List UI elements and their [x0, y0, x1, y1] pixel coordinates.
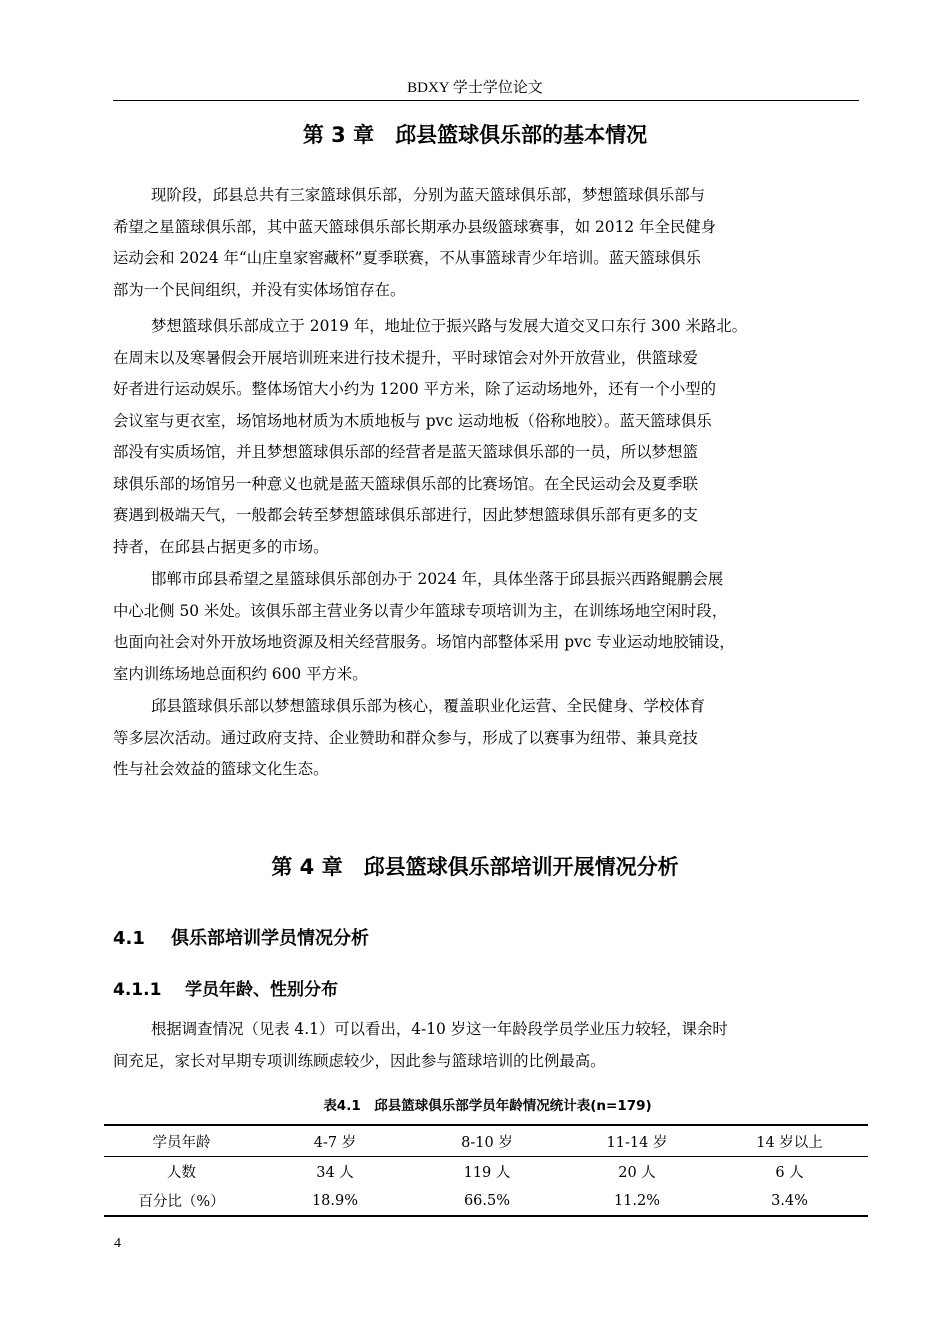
- text-line: 根据调查情况（见表 4.1）可以看出，4-10 岁这一年龄段学员学业压力较轻，课余时: [151, 1020, 728, 1038]
- text-line: 等多层次活动。通过政府支持、企业赞助和群众参与，形成了以赛事为纽带、兼具竞技: [113, 728, 698, 747]
- header-rule: [113, 100, 859, 101]
- table-cell: 119 人: [463, 1165, 511, 1181]
- table-cell: 18.9%: [259, 1186, 411, 1216]
- paragraph: [113, 691, 863, 786]
- paragraph: [113, 1014, 863, 1077]
- table-header-cell: 8-10 岁: [411, 1125, 563, 1157]
- table-cell: 人数: [167, 1165, 196, 1181]
- text-line: 赛遇到极端天气，一般都会转至梦想篮球俱乐部进行，因此梦想篮球俱乐部有更多的支: [113, 506, 698, 524]
- section-number: 4.1: [113, 928, 145, 949]
- table-cell: 3.4%: [711, 1186, 868, 1216]
- table-header-cell: 14 岁以上: [711, 1125, 868, 1157]
- text-line: 部没有实质场馆，并且梦想篮球俱乐部的经营者是蓝天篮球俱乐部的一员，所以梦想篮: [113, 443, 698, 461]
- chapter-4-title: 第 4 章 邱县篮球俱乐部培训开展情况分析: [271, 855, 679, 879]
- text-line: 球俱乐部的场馆另一种意义也就是蓝天篮球俱乐部的比赛场馆。在全民运动会及夏季联: [113, 474, 698, 493]
- section-4-1-heading: [113, 924, 369, 950]
- paragraph: [113, 180, 863, 306]
- text-line: 会议室与更衣室，场馆场地材质为木质地板与 pvc 运动地板（俗称地胶）。蓝天篮球俱乐: [113, 411, 712, 430]
- paragraph: [113, 311, 863, 563]
- text-line: 性与社会效益的篮球文化生态。: [113, 760, 329, 778]
- text-line: 间充足，家长对早期专项训练顾虑较少，因此参与篮球培训的比例最高。: [113, 1051, 606, 1070]
- table-cell: 66.5%: [411, 1186, 563, 1216]
- table-row: [104, 1186, 868, 1216]
- text-line: 现阶段，邱县总共有三家篮球俱乐部，分别为蓝天篮球俱乐部，梦想篮球俱乐部与: [151, 186, 706, 204]
- table-header-cell: 4-7 岁: [259, 1125, 411, 1157]
- text-line: 也面向社会对外开放场地资源及相关经营服务。场馆内部整体采用 pvc 专业运动地胶铺设，: [113, 633, 735, 651]
- section-title: 俱乐部培训学员情况分析: [171, 928, 369, 949]
- table-cell: 11.2%: [563, 1186, 711, 1216]
- section-title: 学员年龄、性别分布: [185, 980, 338, 1000]
- paragraph: [113, 564, 863, 690]
- table-cell: 6 人: [775, 1165, 804, 1181]
- page-number: 4: [114, 1236, 121, 1251]
- text-line: 邯郸市邱县希望之星篮球俱乐部创办于 2024 年，具体坐落于邱县振兴西路鲲鹏会展: [151, 570, 724, 588]
- text-line: 室内训练场地总面积约 600 平方米。: [113, 664, 368, 683]
- table-row: [104, 1157, 868, 1187]
- text-line: 希望之星篮球俱乐部，其中蓝天篮球俱乐部长期承办县级篮球赛事，如 2012 年全民健身: [113, 217, 717, 236]
- running-header: BDXY 学士学位论文: [407, 80, 543, 96]
- table-header-cell: 11-14 岁: [563, 1125, 711, 1157]
- section-4-1-1-heading: [113, 975, 338, 1000]
- text-line: 部为一个民间组织，并没有实体场馆存在。: [113, 280, 406, 299]
- text-line: 邱县篮球俱乐部以梦想篮球俱乐部为核心，覆盖职业化运营、全民健身、学校体育: [151, 697, 706, 715]
- text-line: 梦想篮球俱乐部成立于 2019 年，地址位于振兴路与发展大道交叉口东行 300 米路北。: [151, 317, 748, 335]
- text-line: 好者进行运动娱乐。整体场馆大小约为 1200 平方米，除了运动场地外，还有一个小型的: [113, 380, 717, 398]
- table-cell: 百分比（%）: [104, 1186, 259, 1216]
- age-statistics-table: [104, 1124, 868, 1217]
- table-cell: 34 人: [316, 1165, 354, 1181]
- text-line: 持者，在邱县占据更多的市场。: [113, 537, 329, 556]
- text-line: 在周末以及寒暑假会开展培训班来进行技术提升，平时球馆会对外开放营业，供篮球爱: [113, 348, 698, 367]
- table-header-row: [104, 1125, 868, 1157]
- table-cell: 20 人: [618, 1165, 656, 1181]
- chapter-3-title: 第 3 章 邱县篮球俱乐部的基本情况: [302, 123, 648, 147]
- text-line: 中心北侧 50 米处。该俱乐部主营业务以青少年篮球专项培训为主，在训练场地空闲时段，: [113, 601, 728, 620]
- table-header-cell: 学员年龄: [104, 1125, 259, 1157]
- section-number: 4.1.1: [113, 980, 162, 1000]
- table-caption: 表4.1 邱县篮球俱乐部学员年龄情况统计表(n=179): [323, 1098, 652, 1114]
- text-line: 运动会和 2024 年“山庄皇家窖藏杯”夏季联赛，不从事篮球青少年培训。蓝天篮球俱乐: [113, 249, 701, 267]
